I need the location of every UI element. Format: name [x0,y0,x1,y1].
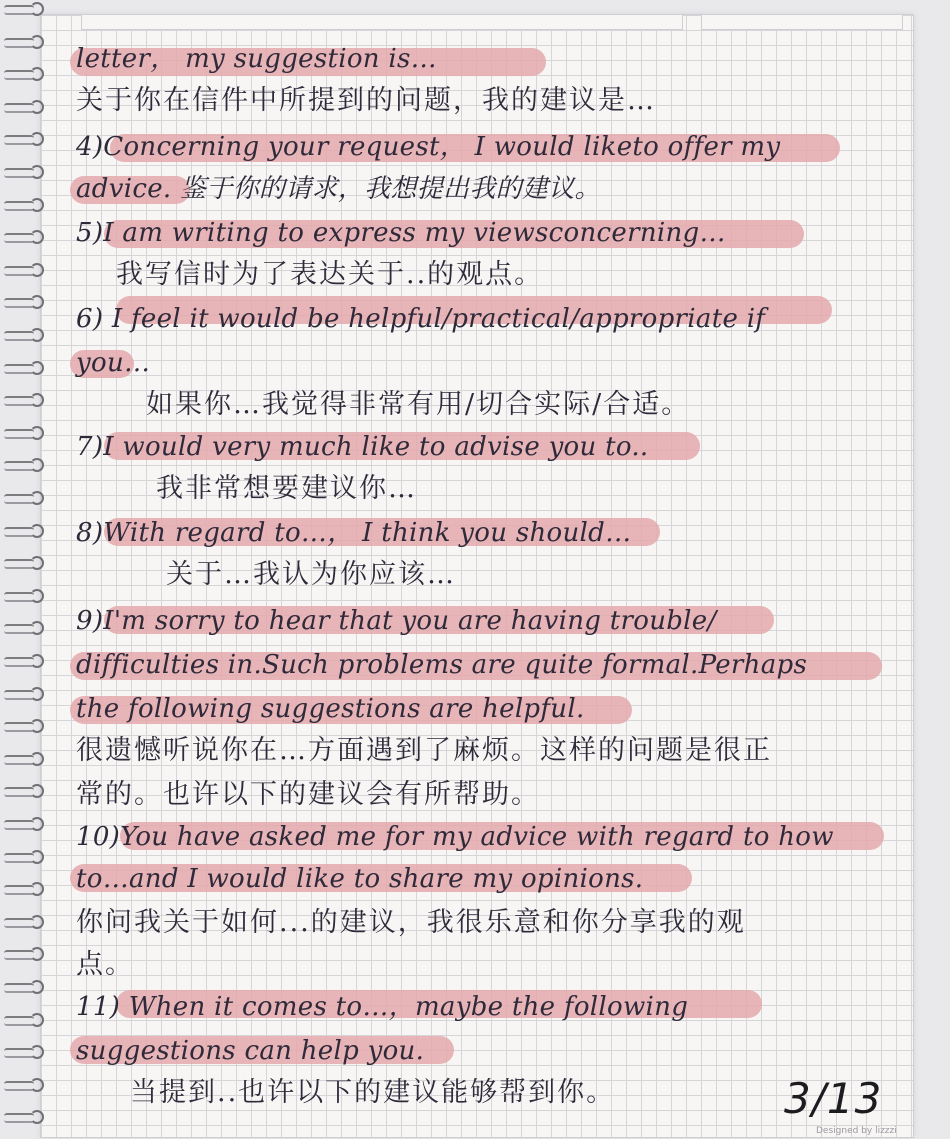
text-line: 4)Concerning your request， I would liketo offer my [76,132,781,162]
spiral-coil [4,1110,52,1122]
spiral-binding [0,0,56,1139]
spiral-coil [4,980,52,992]
text-line: 10)You have asked me for my advice with regard to how [76,822,834,852]
text-line: 常的。也许以下的建议会有所帮助。 [76,779,540,810]
text-line: 点。 [76,949,134,980]
spiral-coil [4,556,52,568]
spiral-coil [4,524,52,536]
spiral-coil [4,67,52,79]
text-line: 我写信时为了表达关于..的观点。 [116,259,544,290]
spiral-coil [4,719,52,731]
designer-credit: Designed by lizzzi [816,1126,897,1136]
text-line: 关于…我认为你应该… [166,559,456,590]
spiral-coil [4,817,52,829]
text-line: 当提到..也许以下的建议能够帮到你。 [130,1077,616,1108]
spiral-coil [4,458,52,470]
spiral-coil [4,132,52,144]
text-line: 6) I feel it would be helpful/practical/appropriate if [76,304,766,334]
spiral-coil [4,752,52,764]
spiral-coil [4,165,52,177]
spiral-coil [4,915,52,927]
spiral-coil [4,230,52,242]
text-line: 11) When it comes to…，maybe the following [76,992,689,1022]
spiral-coil [4,100,52,112]
spiral-coil [4,947,52,959]
text-line: 关于你在信件中所提到的问题，我的建议是… [76,85,656,116]
spiral-coil [4,263,52,275]
text-line: suggestions can help you. [76,1036,425,1066]
spiral-coil [4,361,52,373]
text-line: 5)I am writing to express my viewsconcerning… [76,218,726,248]
spiral-coil [4,654,52,666]
spiral-coil [4,491,52,503]
spiral-coil [4,687,52,699]
text-line: the following suggestions are helpful. [76,694,585,724]
text-line: you… [76,348,151,378]
text-line: 9)I'm sorry to hear that you are having trouble/ [76,606,717,636]
spiral-coil [4,295,52,307]
spiral-coil [4,882,52,894]
spiral-coil [4,1045,52,1057]
text-line: to…and I would like to share my opinions. [76,864,644,894]
spiral-coil [4,198,52,210]
spiral-coil [4,784,52,796]
spiral-coil [4,589,52,601]
spiral-coil [4,2,52,14]
text-line: 7)I would very much like to advise you to.. [76,432,649,462]
page-number: 3/13 [784,1074,883,1123]
spiral-coil [4,850,52,862]
text-line: advice. 鉴于你的请求，我想提出我的建议。 [76,174,601,204]
previous-page-edge [81,15,683,30]
spiral-coil [4,1013,52,1025]
previous-page-edge-right [701,15,903,30]
text-line: 我非常想要建议你… [156,473,417,504]
text-line: 你问我关于如何...的建议，我很乐意和你分享我的观 [76,907,746,938]
text-line: 很遗憾听说你在…方面遇到了麻烦。这样的问题是很正 [76,735,772,766]
spiral-coil [4,393,52,405]
text-line: 如果你…我觉得非常有用/切合实际/合适。 [146,389,691,420]
text-line: difficulties in.Such problems are quite formal.Perhaps [76,650,808,680]
spiral-coil [4,621,52,633]
spiral-coil [4,426,52,438]
spiral-coil [4,328,52,340]
spiral-coil [4,1078,52,1090]
text-line: 8)With regard to…， I think you should… [76,518,632,548]
text-line: letter， my suggestion is… [76,44,437,74]
spiral-coil [4,35,52,47]
